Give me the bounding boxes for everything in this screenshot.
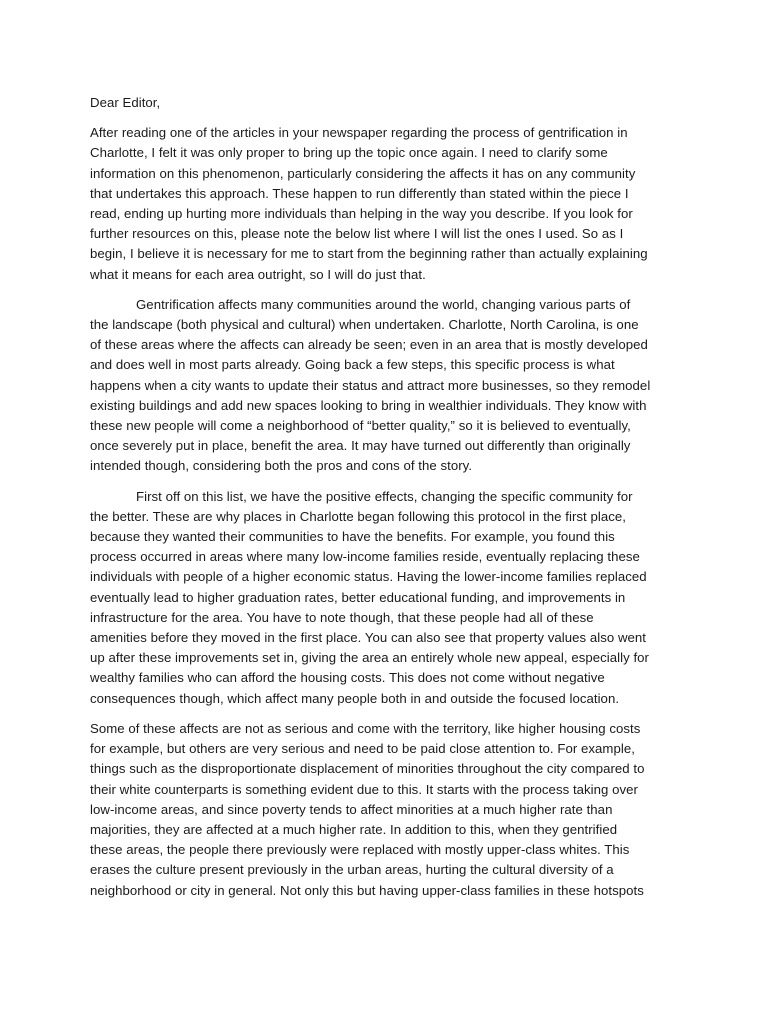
text-line: happens when a city wants to update their status and attract more businesses, so they remodel	[90, 377, 651, 393]
text-line: existing buildings and add new spaces looking to bring in wealthier individuals. They know with	[90, 397, 647, 413]
salutation: Dear Editor,	[90, 95, 161, 110]
text-line: neighborhood or city in general. Not only this but having upper-class families in these hotspots	[90, 882, 644, 898]
text-line: up after these improvements set in, giving the area an entirely whole new appeal, especially for	[90, 650, 649, 666]
text-line: First off on this list, we have the positive effects, changing the specific community for	[136, 488, 633, 504]
text-line: erases the culture present previously in the urban areas, hurting the cultural diversity of a	[90, 862, 614, 878]
text-line: Charlotte, I felt it was only proper to bring up the topic once again. I need to clarify some	[90, 145, 608, 161]
text-line: process occurred in areas where many low-income families reside, eventually replacing these	[90, 549, 640, 565]
text-line: and does well in most parts already. Going back a few steps, this specific process is what	[90, 357, 615, 373]
text-line: wealthy families who can afford the housing costs. This does not come without negative	[90, 670, 605, 686]
text-line: their white counterparts is something evident due to this. It starts with the process taking over	[90, 781, 639, 797]
text-line: consequences though, which affect many people both in and outside the focused location.	[90, 690, 620, 706]
text-line: eventually lead to higher graduation rates, better educational funding, and improvements in	[90, 589, 626, 605]
text-line: of these areas where the affects can already be seen; even in an area that is mostly developed	[90, 337, 648, 353]
text-line: low-income areas, and since poverty tends to affect minorities at a much higher rate than	[90, 801, 613, 817]
text-line: things such as the disproportionate displacement of minorities throughout the city compared to	[90, 761, 645, 777]
text-line: amenities before they moved in the first place. You can also see that property values also went	[90, 630, 647, 646]
body-paragraph	[90, 719, 684, 901]
text-line: for example, but others are very serious and need to be paid close attention to. For example,	[90, 741, 635, 757]
text-line: intended though, considering both the pros and cons of the story.	[90, 458, 473, 474]
text-line: the landscape (both physical and cultural) when undertaken. Charlotte, North Carolina, is one	[90, 317, 639, 333]
text-line: After reading one of the articles in your newspaper regarding the process of gentrification in	[90, 125, 628, 141]
text-line: these new people will come a neighborhood of “better quality,” so it is believed to eventually,	[90, 418, 631, 434]
text-line: begin, I believe it is necessary for me to start from the beginning rather than actually explaining	[90, 246, 648, 262]
body-paragraph	[90, 295, 684, 477]
body-paragraph	[90, 123, 684, 285]
text-line: Gentrification affects many communities around the world, changing various parts of	[136, 296, 631, 312]
text-line: these areas, the people there previously were replaced with mostly upper-class whites. This	[90, 842, 630, 858]
text-line: the better. These are why places in Charlotte began following this protocol in the first place,	[90, 508, 626, 524]
text-line: information on this phenomenon, particularly considering the affects it has on any community	[90, 165, 636, 181]
text-line: that undertakes this approach. These happen to run differently than stated within the piece I	[90, 185, 629, 201]
text-line: Some of these affects are not as serious and come with the territory, like higher housing costs	[90, 720, 641, 736]
text-line: further resources on this, please note the below list where I will list the ones I used. So as I	[90, 226, 624, 242]
text-line: read, ending up hurting more individuals than helping in the way you describe. If you look for	[90, 206, 633, 222]
text-line: because they wanted their communities to have the benefits. For example, you found this	[90, 529, 615, 545]
letter-body	[90, 123, 684, 901]
text-line: infrastructure for the area. You have to note though, that these people had all of these	[90, 609, 594, 625]
text-line: majorities, they are affected at a much higher rate. In addition to this, when they gentrified	[90, 821, 618, 837]
text-line: what it means for each area outright, so I will do just that.	[90, 266, 426, 282]
text-line: individuals with people of a higher economic status. Having the lower-income families replaced	[90, 569, 647, 585]
body-paragraph	[90, 487, 684, 709]
text-line: once severely put in place, benefit the area. It may have turned out differently than originally	[90, 438, 631, 454]
